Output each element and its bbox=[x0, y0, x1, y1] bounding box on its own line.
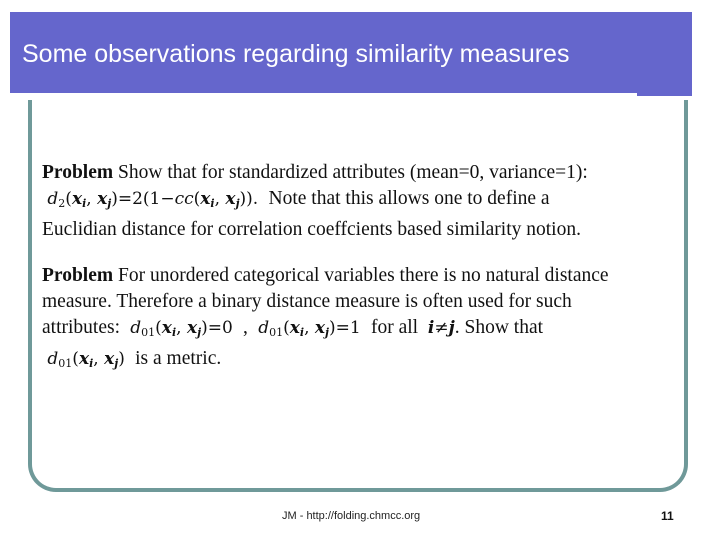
problem-2-text-c: attributes: bbox=[42, 317, 120, 338]
problem-2-comma: , bbox=[243, 317, 248, 338]
problem-2-equation-1: $d_{01}(x_i$, $x_j)=0$ bbox=[130, 318, 233, 339]
problem-2 bbox=[42, 263, 672, 377]
problem-1-text-b: Note that this allows one to define a bbox=[268, 188, 550, 209]
problem-1-text-a: Show that for standardized attributes (mean=0, variance=1): bbox=[118, 162, 588, 183]
problem-2-neq: i≠j bbox=[427, 318, 455, 338]
problem-1-text-c: Euclidian distance for correlation coeffcients based similarity notion. bbox=[42, 219, 581, 240]
problem-1-label: Problem bbox=[42, 162, 114, 183]
page-number: 11 bbox=[661, 509, 674, 523]
problem-2-text-b: measure. Therefore a binary distance measure is often used for such bbox=[42, 291, 572, 312]
footer-credit: JM - http://folding.chmcc.org bbox=[282, 510, 421, 522]
problem-2-equation-3: $d_{01}(x_i$, $x_j$) bbox=[47, 349, 131, 370]
problem-2-equation-2: $d_{01}(x_i$, $x_j)=1$ bbox=[258, 318, 361, 339]
slide-title: Some observations regarding similarity measures bbox=[22, 40, 570, 68]
problem-2-for-all: for all bbox=[370, 317, 419, 338]
title-underline bbox=[10, 93, 637, 97]
problem-2-is-metric: is a metric. bbox=[135, 348, 222, 369]
problem-2-text-a: For unordered categorical variables there is no natural distance bbox=[118, 265, 609, 286]
problem-2-label: Problem bbox=[42, 265, 114, 286]
slide-content bbox=[42, 160, 672, 397]
problem-1 bbox=[42, 160, 672, 243]
problem-1-equation: $d_2(x_i$, $x_j)=2(1-cc(x_i$, $x_j$)). bbox=[47, 189, 264, 210]
problem-2-show-that: . Show that bbox=[454, 317, 544, 338]
